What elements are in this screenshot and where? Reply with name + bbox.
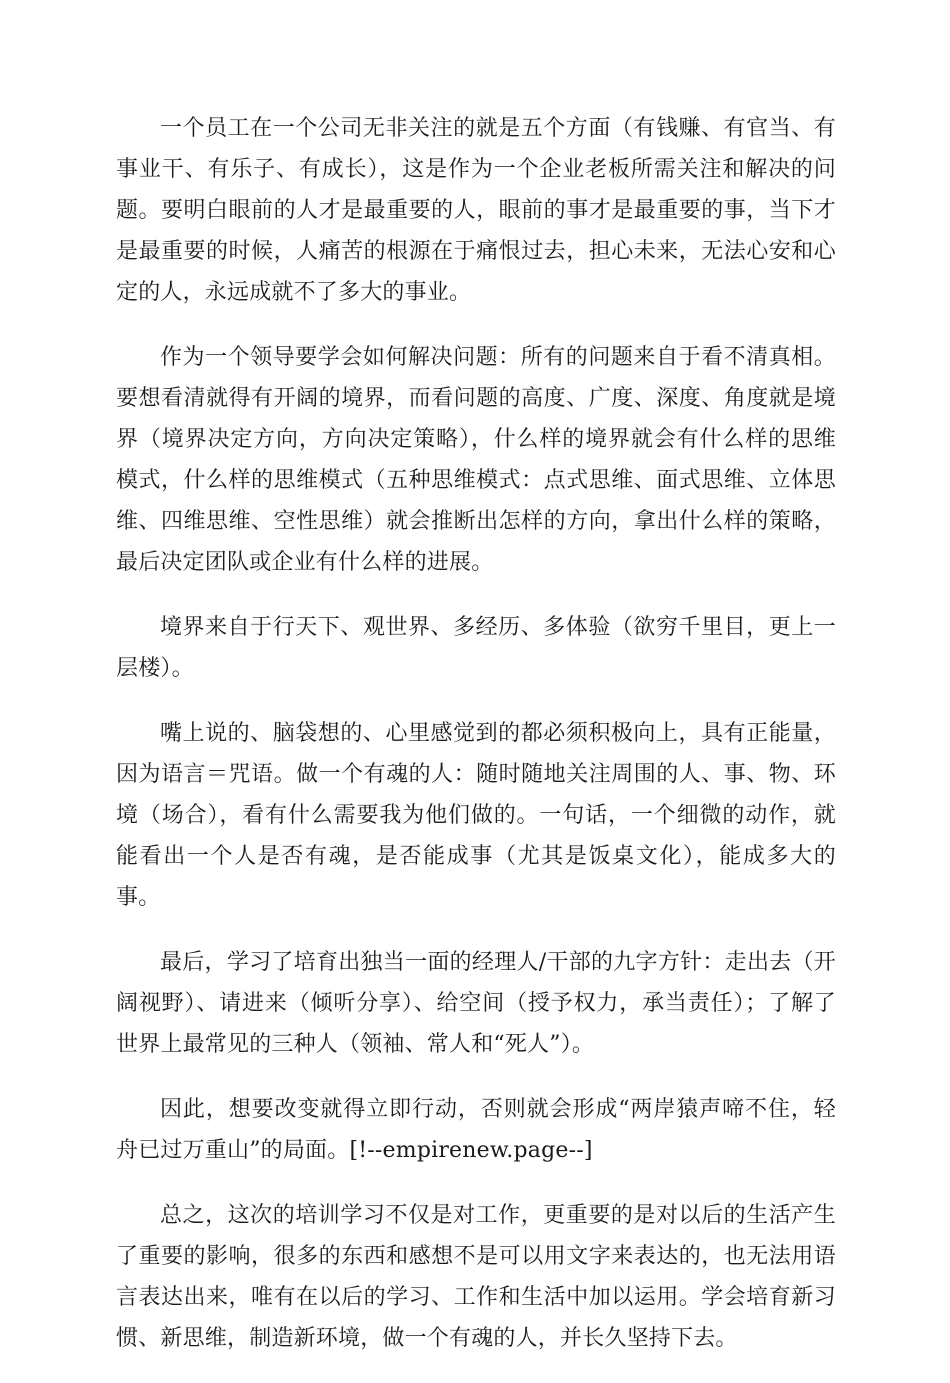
paragraph-6: 因此，想要改变就得立即行动，否则就会形成“两岸猿声啼不住，轻舟已过万重山”的局面。[!--empirenew.page--] <box>116 1097 836 1163</box>
paragraph-3: 境界来自于行天下、观世界、多经历、多体验（欲穷千里目，更上一层楼）。 <box>116 615 836 681</box>
paragraph-2: 作为一个领导要学会如何解决问题：所有的问题来自于看不清真相。要想看清就得有开阔的境界，而看问题的高度、广度、深度、角度就是境界（境界决定方向，方向决定策略），什么样的境界就会有什么样的思维模式，什么样的思维模式（五种思维模式：点式思维、面式思维、立体思维、四维思维、空性思维）就会推断出怎样的方向，拿出什么样的策略，最后决定团队或企业有什么样的进展。 <box>116 345 836 575</box>
paragraph-1: 一个员工在一个公司无非关注的就是五个方面（有钱赚、有官当、有事业干、有乐子、有成长），这是作为一个企业老板所需关注和解决的问题。要明白眼前的人才是最重要的人，眼前的事才是最重要的事，当下才是最重要的时候，人痛苦的根源在于痛恨过去，担心未来，无法心安和心定的人，永远成就不了多大的事业。 <box>116 116 836 305</box>
document-body <box>116 108 836 1383</box>
paragraph-4: 嘴上说的、脑袋想的、心里感觉到的都必须积极向上，具有正能量，因为语言＝咒语。做一个有魂的人：随时随地关注周围的人、事、物、环境（场合），看有什么需要我为他们做的。一句话，一个细微的动作，就能看出一个人是否有魂，是否能成事（尤其是饭桌文化），能成多大的事。 <box>116 721 836 910</box>
paragraph-7: 总之，这次的培训学习不仅是对工作，更重要的是对以后的生活产生了重要的影响，很多的东西和感想不是可以用文字来表达的，也无法用语言表达出来，唯有在以后的学习、工作和生活中加以运用。学会培育新习惯、新思维，制造新环境，做一个有魂的人，并长久坚持下去。 <box>116 1203 836 1351</box>
paragraph-5: 最后，学习了培育出独当一面的经理人/干部的九字方针：走出去（开阔视野）、请进来（倾听分享）、给空间（授予权力，承当责任）；了解了世界上最常见的三种人（领袖、常人和“死人”）。 <box>116 950 836 1057</box>
